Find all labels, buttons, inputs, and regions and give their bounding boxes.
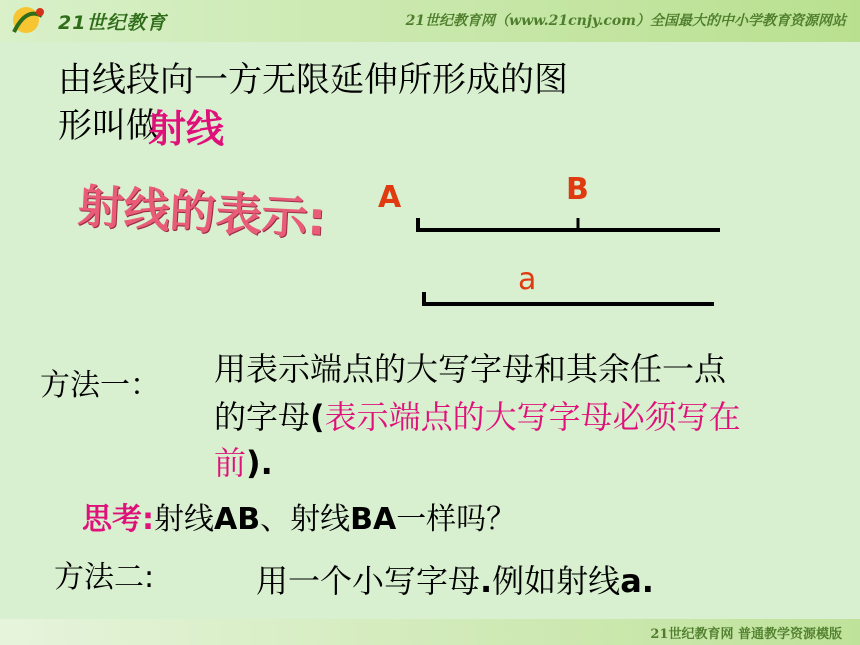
method-2-label: 方法二:: [54, 560, 155, 595]
think-ba: BA: [350, 502, 397, 537]
method-1-line-3: [214, 438, 273, 484]
think-text-3: 一样吗？: [396, 502, 517, 537]
definition-term: 射线: [148, 107, 225, 151]
method-2-dot: .: [480, 562, 493, 600]
method-1-line-2-prefix: 的字母: [214, 398, 311, 436]
method-2-text: [256, 556, 654, 602]
footer-text: 21世纪教育网 普通教学资源模版: [650, 627, 842, 642]
definition-line-2: 形叫做: [58, 106, 160, 146]
method-2-a: a.: [620, 562, 654, 600]
method-1-emphasis-end: 前: [214, 444, 247, 482]
ray-a-label: a: [518, 262, 537, 297]
notation-title: 射线的表示:: [76, 179, 328, 246]
method-1-close-paren: ).: [246, 444, 273, 482]
header-slogan: 21世纪教育网（www.21cnjy.com）全国最大的中小学教育资源网站: [405, 13, 846, 29]
method-1-emphasis: 表示端点的大写字母必须写在: [324, 398, 741, 436]
method-1-line-1: 用表示端点的大写字母和其余任一点: [214, 350, 727, 388]
point-b-label: B: [566, 172, 589, 207]
method-2-text-1: 用一个小写字母: [256, 562, 481, 600]
method-1-line-2: [214, 392, 741, 438]
think-ab: AB: [214, 502, 261, 537]
definition-line-1: 由线段向一方无限延伸所形成的图: [58, 60, 568, 100]
point-a-label: A: [378, 180, 402, 215]
think-label: 思考:: [82, 502, 154, 537]
logo-text: 21世纪教育: [58, 12, 167, 34]
think-question: [82, 494, 516, 538]
think-text-2: 、射线: [260, 502, 351, 537]
think-text-1: 射线: [154, 502, 214, 537]
method-1-label: 方法一：: [40, 368, 160, 403]
method-1-open-paren: (: [310, 398, 325, 436]
method-2-text-2: 例如射线: [492, 562, 621, 600]
footer-bar: [0, 619, 860, 645]
